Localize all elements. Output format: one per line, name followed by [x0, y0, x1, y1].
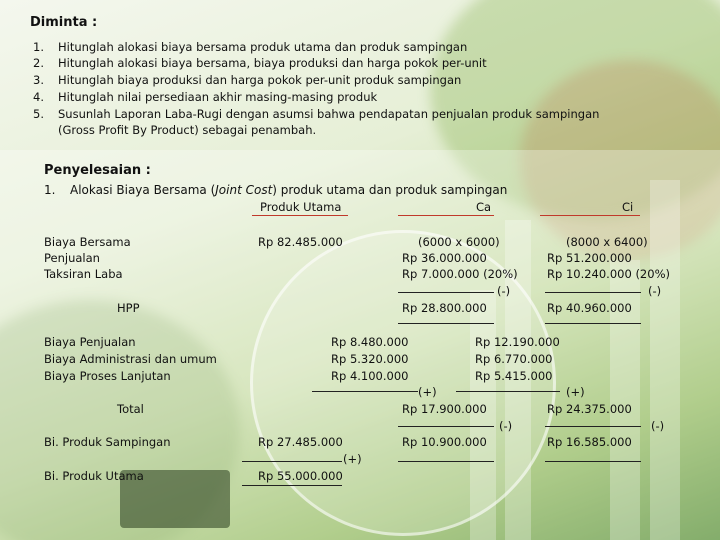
- row-label: Biaya Administrasi dan umum: [44, 352, 217, 366]
- main-process-cost: Rp 4.100.000: [331, 369, 409, 383]
- row-label: Biaya Bersama: [44, 235, 131, 249]
- ca-total: Rp 17.900.000: [402, 402, 487, 416]
- underline: [398, 323, 494, 324]
- operator-sign: (-): [499, 419, 513, 433]
- row-label: Biaya Proses Lanjutan: [44, 369, 171, 383]
- request-num: 5.: [33, 107, 44, 121]
- ca-hpp: Rp 28.800.000: [402, 301, 487, 315]
- operator-sign: (-): [648, 284, 662, 298]
- ci-calc: (8000 x 6400): [566, 235, 648, 249]
- underline: [545, 461, 641, 462]
- underline: [456, 391, 560, 392]
- request-text: Hitunglah alokasi biaya bersama produk utama dan produk sampingan: [58, 40, 468, 54]
- underline: [242, 485, 342, 486]
- request-num: 3.: [33, 73, 44, 87]
- ca-process-cost: Rp 5.415.000: [475, 369, 553, 383]
- request-num: 1.: [33, 40, 44, 54]
- operator-sign: (-): [497, 284, 511, 298]
- operator-sign: (+): [418, 385, 437, 399]
- main-admin-cost: Rp 5.320.000: [331, 352, 409, 366]
- requests-heading: Diminta :: [30, 15, 98, 30]
- column-header-main: Produk Utama: [260, 200, 342, 214]
- request-num: 2.: [33, 56, 44, 70]
- ci-sales: Rp 51.200.000: [547, 251, 632, 265]
- request-text: Hitunglah biaya produksi dan harga pokok per-unit produk sampingan: [58, 73, 462, 87]
- column-header-ci: Ci: [622, 200, 634, 214]
- row-label: Bi. Produk Utama: [44, 469, 144, 483]
- section-number: 1.: [44, 183, 56, 197]
- main-product-cost: Rp 55.000.000: [258, 469, 343, 483]
- column-header-ca: Ca: [476, 200, 492, 214]
- row-label: HPP: [117, 301, 140, 315]
- main-byproduct-cost: Rp 27.485.000: [258, 435, 343, 449]
- ca-calc: (6000 x 6000): [418, 235, 500, 249]
- request-num: 4.: [33, 90, 44, 104]
- main-selling-cost: Rp 8.480.000: [331, 335, 409, 349]
- underline: [252, 215, 348, 216]
- solution-heading: Penyelesaian :: [44, 163, 151, 178]
- underline: [545, 292, 641, 293]
- request-text: (Gross Profit By Product) sebagai penambah.: [58, 123, 317, 137]
- underline: [312, 391, 418, 392]
- operator-sign: (+): [566, 385, 585, 399]
- row-label: Bi. Produk Sampingan: [44, 435, 171, 449]
- row-label: Penjualan: [44, 251, 100, 265]
- underline: [398, 426, 494, 427]
- underline: [398, 292, 494, 293]
- row-label: Biaya Penjualan: [44, 335, 136, 349]
- underline: [540, 215, 640, 216]
- section-title: Alokasi Biaya Bersama (Joint Cost) produk utama dan produk sampingan: [70, 183, 508, 197]
- row-label: Taksiran Laba: [44, 267, 123, 281]
- request-text: Hitunglah alokasi biaya bersama, biaya produksi dan harga pokok per-unit: [58, 56, 487, 70]
- operator-sign: (-): [651, 419, 665, 433]
- ci-total: Rp 24.375.000: [547, 402, 632, 416]
- ci-hpp: Rp 40.960.000: [547, 301, 632, 315]
- request-text: Hitunglah nilai persediaan akhir masing-masing produk: [58, 90, 378, 104]
- request-text: Susunlah Laporan Laba-Rugi dengan asumsi bahwa pendapatan penjualan produk sampingan: [58, 107, 600, 121]
- main-joint-cost: Rp 82.485.000: [258, 235, 343, 249]
- ca-selling-cost: Rp 12.190.000: [475, 335, 560, 349]
- ca-admin-cost: Rp 6.770.000: [475, 352, 553, 366]
- underline: [545, 323, 641, 324]
- ca-sales: Rp 36.000.000: [402, 251, 487, 265]
- ca-byproduct: Rp 10.900.000: [402, 435, 487, 449]
- underline: [545, 426, 641, 427]
- ci-byproduct: Rp 16.585.000: [547, 435, 632, 449]
- underline: [398, 215, 494, 216]
- ci-profit: Rp 10.240.000 (20%): [547, 267, 670, 281]
- underline: [398, 461, 494, 462]
- underline: [242, 461, 342, 462]
- row-label: Total: [117, 402, 144, 416]
- operator-sign: (+): [343, 452, 362, 466]
- ca-profit: Rp 7.000.000 (20%): [402, 267, 518, 281]
